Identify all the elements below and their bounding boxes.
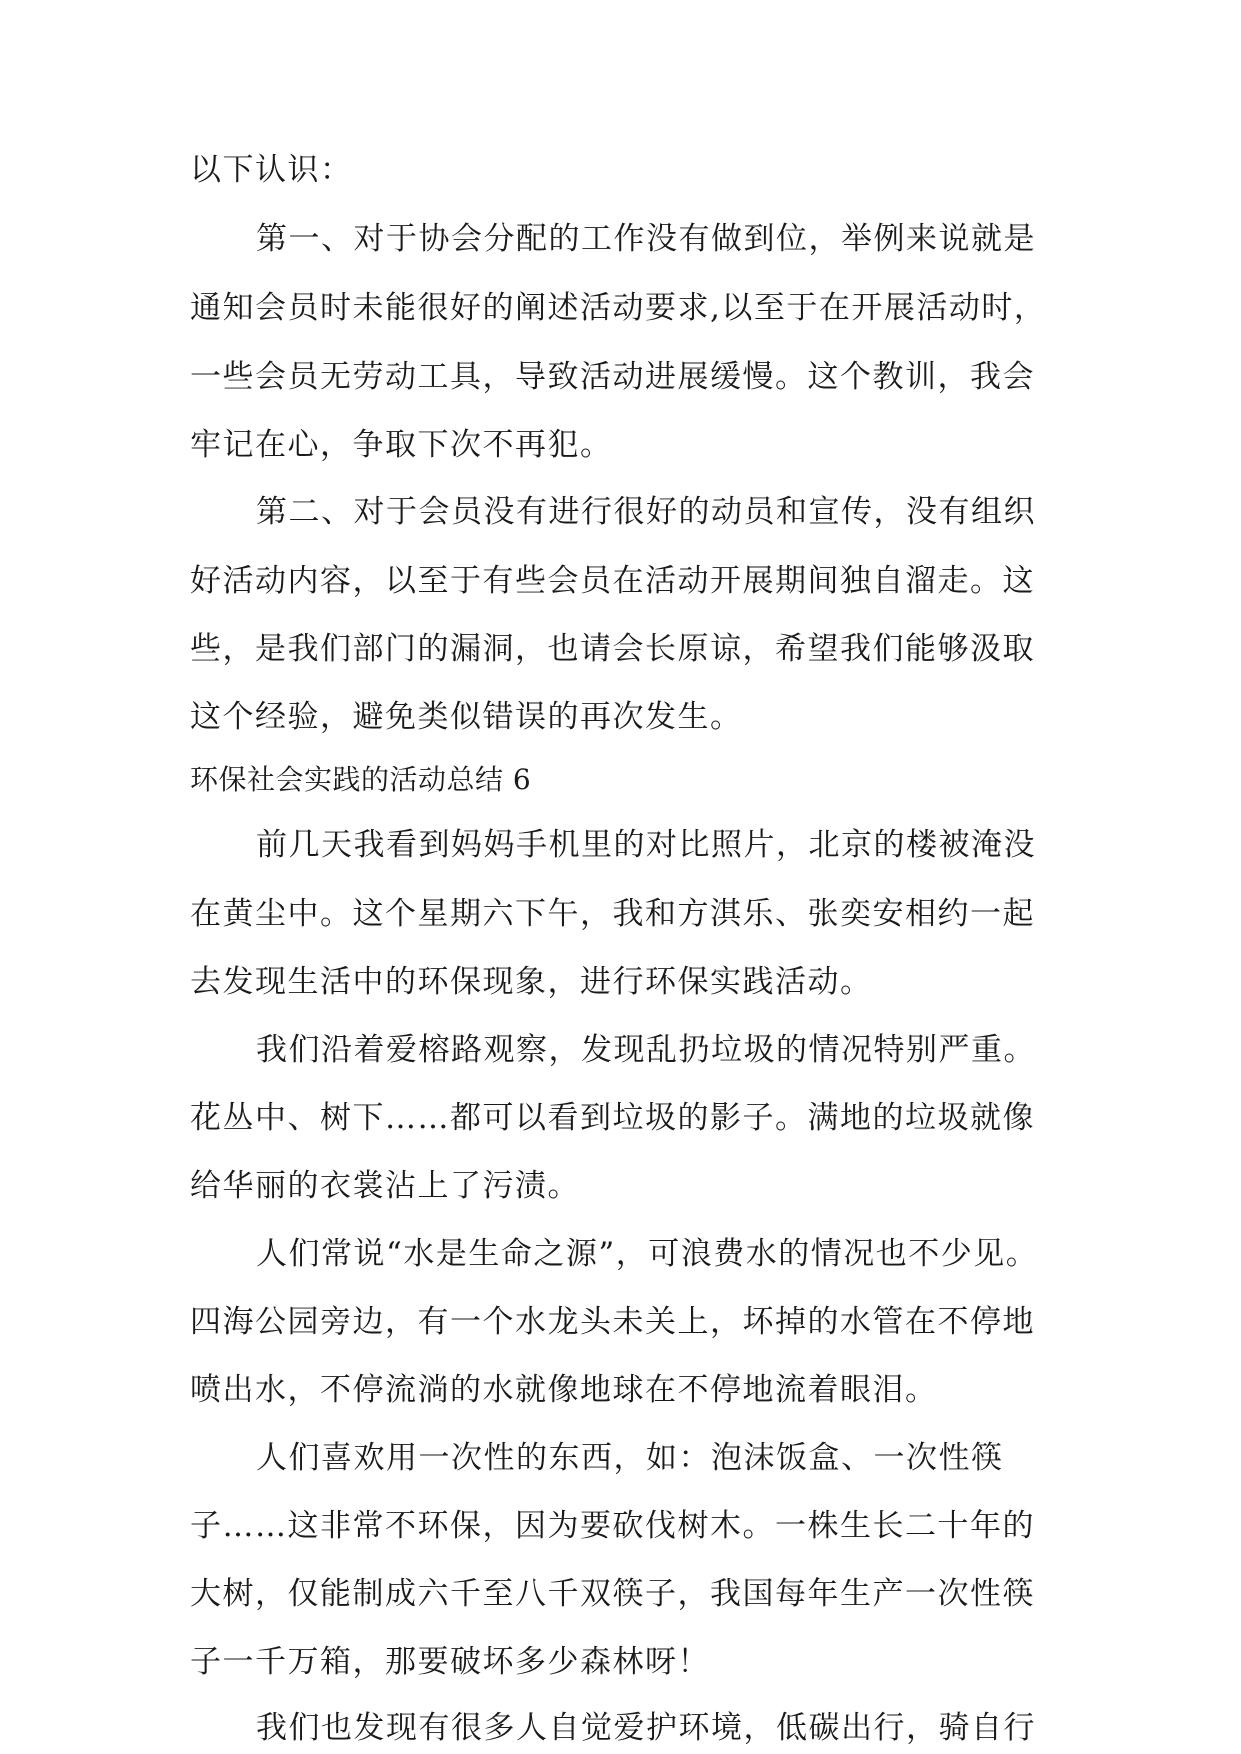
- section-heading: 环保社会实践的活动总结 6: [190, 763, 532, 796]
- text-line: 四海公园旁边，有一个水龙头未关上，坏掉的水管在不停地: [190, 1304, 1035, 1340]
- text-line: 喷出水，不停流淌的水就像地球在不停地流着眼泪。: [190, 1372, 938, 1408]
- text-line: 子……这非常不环保，因为要砍伐树木。一株生长二十年的: [190, 1508, 1035, 1544]
- text-line: 一些会员无劳动工具，导致活动进展缓慢。这个教训，我会: [190, 359, 1035, 395]
- text-line: 这个经验，避免类似错误的再次发生。: [190, 699, 743, 735]
- paragraph-first-line: 前几天我看到妈妈手机里的对比照片，北京的楼被淹没: [256, 827, 1036, 863]
- text-line: 给华丽的衣裳沾上了污渍。: [190, 1168, 580, 1204]
- paragraph-first-line: 我们也发现有很多人自觉爱护环境，低碳出行，骑自行: [256, 1710, 1036, 1746]
- text-line: 大树，仅能制成六千至八千双筷子，我国每年生产一次性筷: [190, 1576, 1035, 1612]
- text-line: 些，是我们部门的漏洞，也请会长原谅，希望我们能够汲取: [190, 631, 1035, 667]
- paragraph-first-line: 人们常说“水是生命之源”，可浪费水的情况也不少见。: [256, 1236, 1039, 1272]
- paragraph-first-line: 第一、对于协会分配的工作没有做到位，举例来说就是: [256, 221, 1036, 257]
- text-line: 在黄尘中。这个星期六下午，我和方淇乐、张奕安相约一起: [190, 896, 1035, 932]
- text-line: 花丛中、树下……都可以看到垃圾的影子。满地的垃圾就像: [190, 1100, 1035, 1136]
- paragraph-first-line: 人们喜欢用一次性的东西，如：泡沫饭盒、一次性筷: [256, 1440, 1004, 1476]
- paragraph-first-line: 我们沿着爱榕路观察，发现乱扔垃圾的情况特别严重。: [256, 1032, 1036, 1068]
- text-line: 去发现生活中的环保现象，进行环保实践活动。: [190, 964, 873, 1000]
- paragraph-first-line: 第二、对于会员没有进行很好的动员和宣传，没有组织: [256, 494, 1036, 530]
- text-line: 以下认识：: [190, 152, 353, 188]
- text-line: 通知会员时未能很好的阐述活动要求,以至于在开展活动时，: [190, 290, 1047, 326]
- text-line: 牢记在心，争取下次不再犯。: [190, 427, 613, 463]
- text-line: 好活动内容，以至于有些会员在活动开展期间独自溜走。这: [190, 563, 1035, 599]
- text-line: 子一千万箱，那要破坏多少森林呀！: [190, 1644, 710, 1680]
